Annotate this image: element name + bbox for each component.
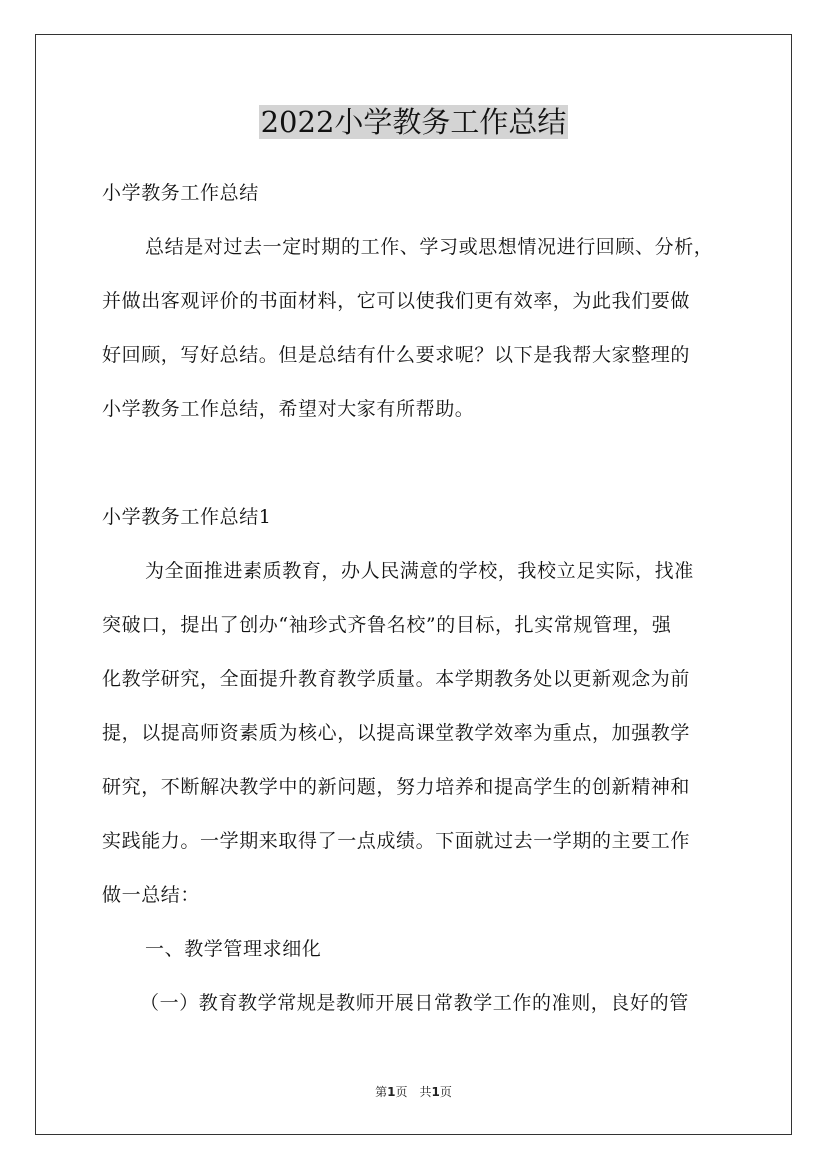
body-line-1: 为全面推进素质教育，办人民满意的学校，我校立足实际，找准 bbox=[145, 560, 694, 582]
footer-mid: 页 共 bbox=[395, 1085, 432, 1099]
section-heading-1: 一、教学管理求细化 bbox=[145, 938, 322, 960]
body-line-4: 提，以提高师资素质为核心，以提高课堂教学效率为重点，加强教学 bbox=[102, 722, 691, 744]
intro-line-4: 小学教务工作总结，希望对大家有所帮助。 bbox=[102, 398, 475, 420]
body-line-5: 研究，不断解决教学中的新问题，努力培养和提高学生的创新精神和 bbox=[102, 776, 691, 798]
footer-prefix: 第 bbox=[375, 1085, 388, 1099]
footer-suffix: 页 bbox=[439, 1085, 452, 1099]
document-title bbox=[0, 102, 827, 142]
heading-summary: 小学教务工作总结 bbox=[102, 182, 259, 204]
page-footer bbox=[0, 1083, 827, 1101]
footer-current-page: 1 bbox=[387, 1085, 396, 1099]
body-line-2: 突破口，提出了创办“袖珍式齐鲁名校”的目标，扎实常规管理，强 bbox=[102, 614, 672, 636]
intro-line-2: 并做出客观评价的书面材料，它可以使我们更有效率，为此我们要做 bbox=[102, 290, 691, 312]
heading-summary-1: 小学教务工作总结1 bbox=[102, 506, 272, 528]
footer-total-pages: 1 bbox=[431, 1085, 440, 1099]
body-line-3: 化教学研究，全面提升教育教学质量。本学期教务处以更新观念为前 bbox=[102, 668, 691, 690]
title-text: 2022小学教务工作总结 bbox=[260, 105, 567, 139]
section-1-line-1: （一）教育教学常规是教师开展日常教学工作的准则，良好的管 bbox=[140, 992, 689, 1014]
intro-line-1: 总结是对过去一定时期的工作、学习或思想情况进行回顾、分析， bbox=[145, 236, 714, 258]
body-line-6: 实践能力。一学期来取得了一点成绩。下面就过去一学期的主要工作 bbox=[102, 830, 691, 852]
intro-line-3: 好回顾，写好总结。但是总结有什么要求呢？以下是我帮大家整理的 bbox=[102, 344, 691, 366]
body-line-7: 做一总结： bbox=[102, 884, 201, 906]
